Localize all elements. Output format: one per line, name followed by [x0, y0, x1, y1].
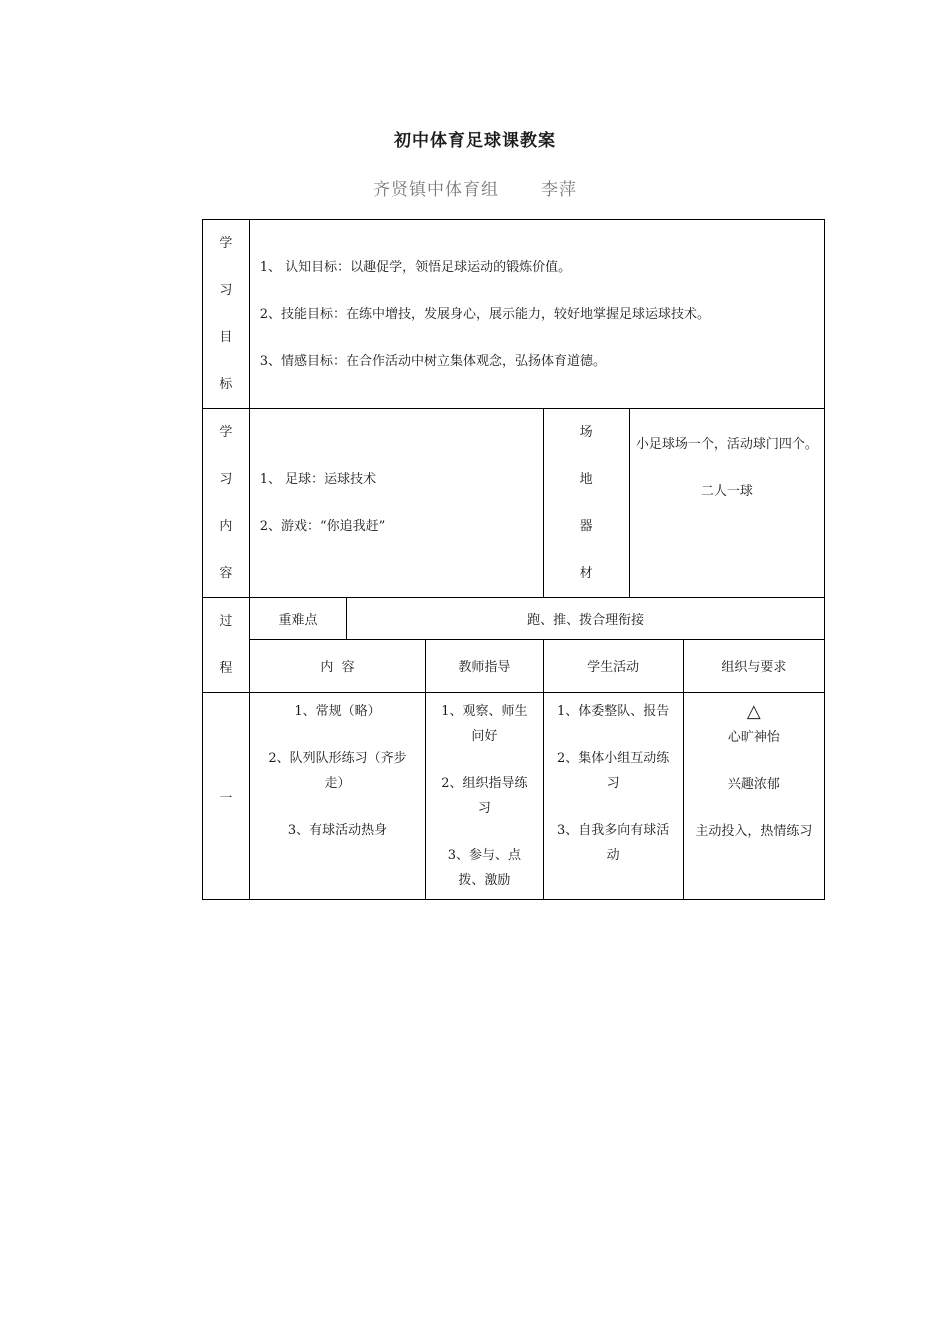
teacher-step: 2、组织指导练习: [441, 776, 528, 816]
lesson-plan-table: [202, 219, 825, 900]
page-title: 初中体育足球课教案: [394, 131, 556, 151]
requirement-item: 兴趣浓郁: [727, 777, 780, 792]
key-points-row: [203, 598, 825, 640]
key-points-value: 跑、推、拨合理衔接: [347, 598, 825, 640]
teacher-step: 3、参与、点拨、激励: [447, 848, 522, 888]
section-one-label: 一: [203, 693, 250, 900]
subtitle-author: 李萍: [541, 180, 577, 200]
student-step: 3、自我多向有球活动: [556, 823, 670, 863]
triangle-icon: △: [746, 701, 761, 722]
content-item: 2、游戏：“你追我赶”: [259, 519, 386, 534]
section-one-requirements: [683, 693, 824, 900]
page-subtitle: [0, 175, 950, 200]
teacher-step: 1、观察、师生问好: [441, 704, 528, 744]
requirement-item: 主动投入，热情练习: [695, 824, 813, 839]
section-one-row: [203, 693, 825, 900]
content-list: [249, 409, 543, 598]
venue-label: 场 地 器 材: [543, 409, 629, 598]
venue-item: 二人一球: [700, 484, 753, 499]
student-step: 1、体委整队、报告: [556, 704, 670, 719]
content-step: 3、有球活动热身: [287, 823, 388, 838]
content-step: 1、常规（略）: [294, 704, 381, 719]
subtitle-org: 齐贤镇中体育组: [373, 180, 499, 200]
column-header-requirements: 组织与要求: [683, 639, 824, 692]
section-one-content: [249, 693, 426, 900]
column-header-teacher: 教师指导: [426, 639, 543, 692]
student-step: 2、集体小组互动练习: [556, 751, 670, 791]
objective-item: 2、技能目标：在练中增技，发展身心，展示能力，较好地掌握足球运球技术。: [259, 306, 710, 322]
content-row: [203, 409, 825, 598]
content-label: 学 习 内 容: [203, 409, 250, 598]
objectives-row: [203, 220, 825, 409]
process-label: 过 程: [203, 598, 250, 693]
column-header-row: [203, 639, 825, 692]
objective-item: 3、情感目标：在合作活动中树立集体观念，弘扬体育道德。: [259, 353, 606, 369]
content-item: 1、 足球：运球技术: [259, 472, 377, 487]
section-one-teacher: [426, 693, 543, 900]
venue-item: 小足球场一个，活动球门四个。: [635, 437, 818, 452]
column-header-student: 学生活动: [543, 639, 683, 692]
objectives-label: 学 习 目 标: [203, 220, 250, 409]
section-one-student: [543, 693, 683, 900]
requirement-item: 心旷神怡: [727, 730, 780, 745]
column-header-content: 内 容: [249, 639, 426, 692]
key-points-label: 重难点: [249, 598, 347, 640]
objectives-list: [249, 220, 824, 409]
venue-list: [629, 409, 824, 598]
content-step: 2、队列队形练习（齐步走）: [268, 751, 407, 791]
objective-item: 1、 认知目标：以趣促学，领悟足球运动的锻炼价值。: [259, 259, 572, 275]
